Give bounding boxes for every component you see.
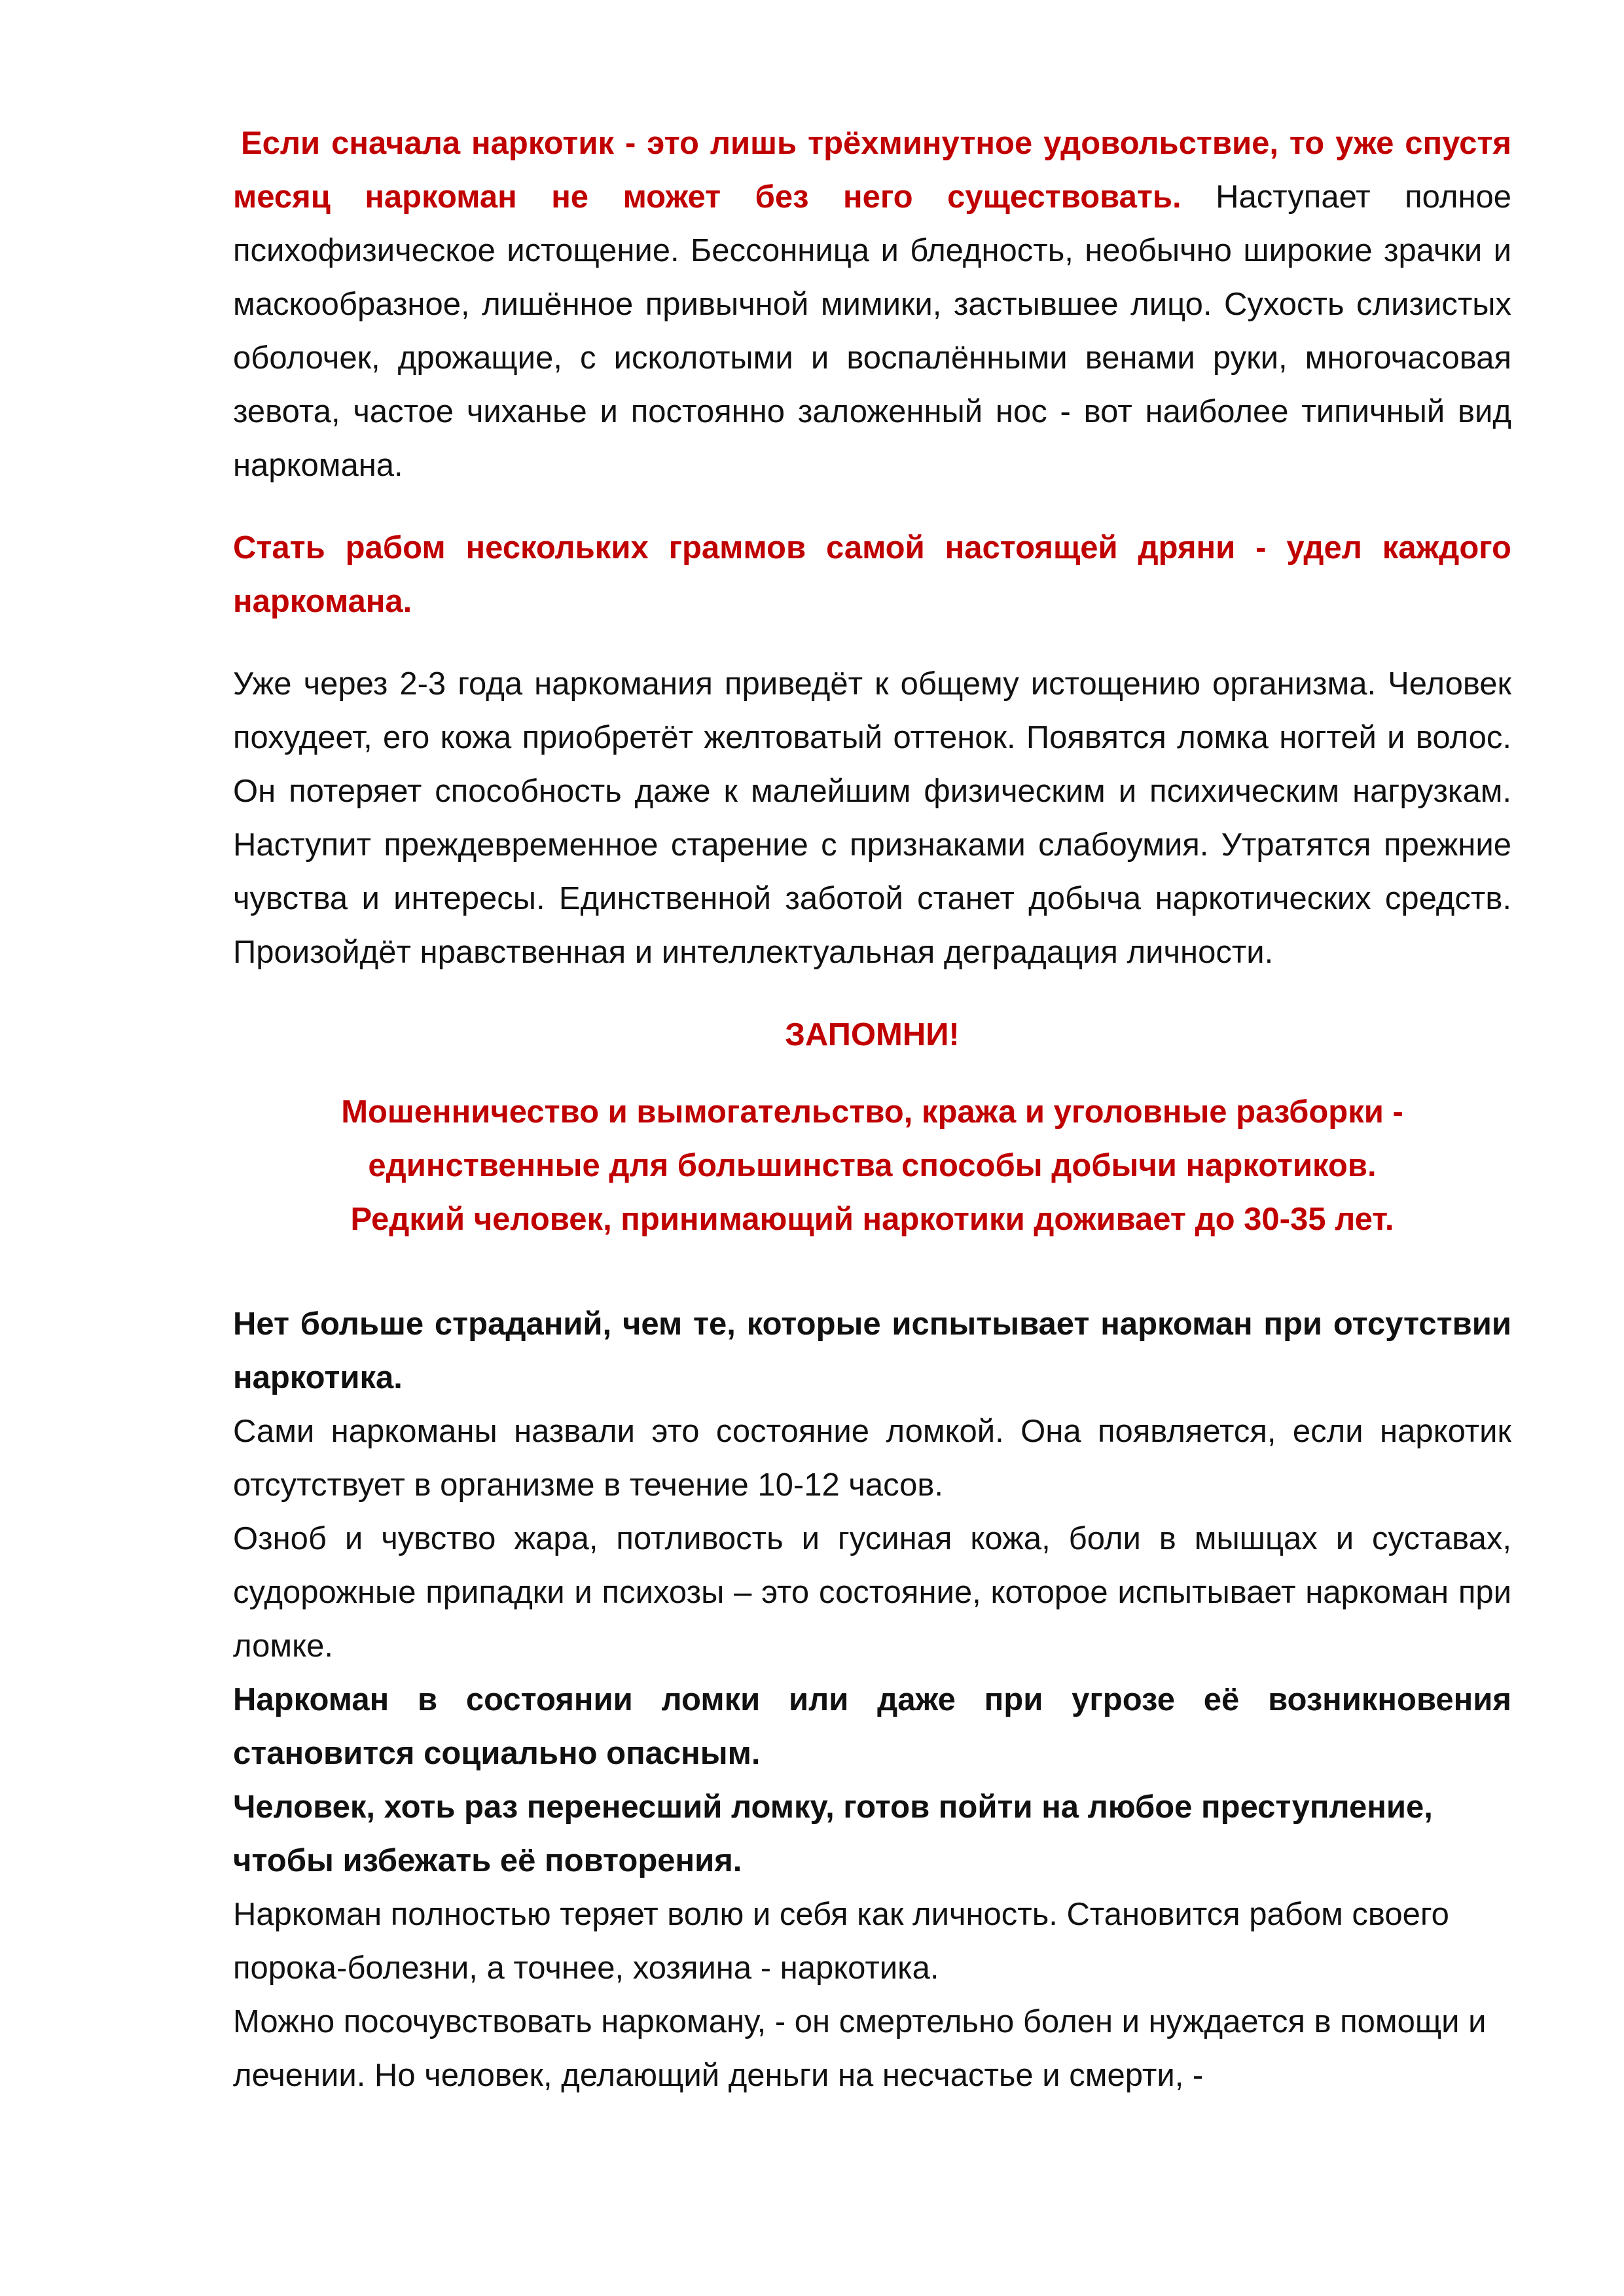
- center-line-3: Редкий человек, принимающий наркотики доживает до 30-35 лет.: [350, 1202, 1394, 1237]
- text-column: [233, 117, 1511, 2102]
- paragraph-sympathy: Можно посочувствовать наркоману, - он смертельно болен и нуждается в помощи и лечении. Но человек, делающий деньги на несчастье и смерти, -: [233, 2004, 1487, 2093]
- paragraph-consequences: Уже через 2-3 года наркомания приведёт к общему истощению организма. Человек похудеет, его кожа приобретёт желтоватый оттенок. Появятся ломка ногтей и волос. Он потеряет способность даже к малейшим физическим и психическим нагрузкам. Наступит преждевременное старение с признаками слабоумия. Утратятся прежние чувства и интересы. Единственной заботой станет добыча наркотических средств. Произойдёт нравственная и интеллектуальная деградация личности.: [233, 666, 1511, 970]
- center-warning-block: [233, 1085, 1511, 1246]
- center-line-1: Мошенничество и вымогательство, кража и уголовные разборки -: [341, 1094, 1403, 1130]
- paragraph-crime: Человек, хоть раз перенесший ломку, готов пойти на любое преступление, чтобы избежать её повторения.: [233, 1789, 1433, 1878]
- paragraph-suffering: Нет больше страданий, чем те, которые испытывает наркоман при отсутствии наркотика.: [233, 1306, 1511, 1395]
- center-line-2: единственные для большинства способы добычи наркотиков.: [368, 1148, 1377, 1183]
- intro-emphasis: Если сначала наркотик - это лишь трёхминутное удовольствие, то уже спустя месяц наркоман не может без него существовать.: [233, 126, 1511, 215]
- intro-text: Наступает полное психофизическое истощение. Бессонница и бледность, необычно широкие зрачки и маскообразное, лишённое привычной мимики, застывшее лицо. Сухость слизистых оболочек, дрожащие, с исколотыми и воспалёнными венами руки, многочасовая зевота, частое чиханье и постоянно заложенный нос - вот наиболее типичный вид наркомана.: [233, 179, 1512, 483]
- heading-remember: ЗАПОМНИ!: [785, 1017, 960, 1052]
- paragraph-slave: Стать рабом нескольких граммов самой настоящей дряни - удел каждого наркомана.: [233, 530, 1511, 619]
- paragraph-symptoms: Озноб и чувство жара, потливость и гусиная кожа, боли в мышцах и суставах, судорожные припадки и психозы – это состояние, которое испытывает наркоман при ломке.: [233, 1521, 1511, 1664]
- paragraph-dangerous: Наркоман в состоянии ломки или даже при угрозе её возникновения становится социально опасным.: [233, 1682, 1511, 1771]
- paragraph-intro: [233, 117, 1511, 492]
- paragraph-will: Наркоман полностью теряет волю и себя как личность. Становится рабом своего порока-болезни, а точнее, хозяина - наркотика.: [233, 1897, 1449, 1986]
- paragraph-withdrawal: Сами наркоманы назвали это состояние ломкой. Она появляется, если наркотик отсутствует в организме в течение 10-12 часов.: [233, 1414, 1511, 1503]
